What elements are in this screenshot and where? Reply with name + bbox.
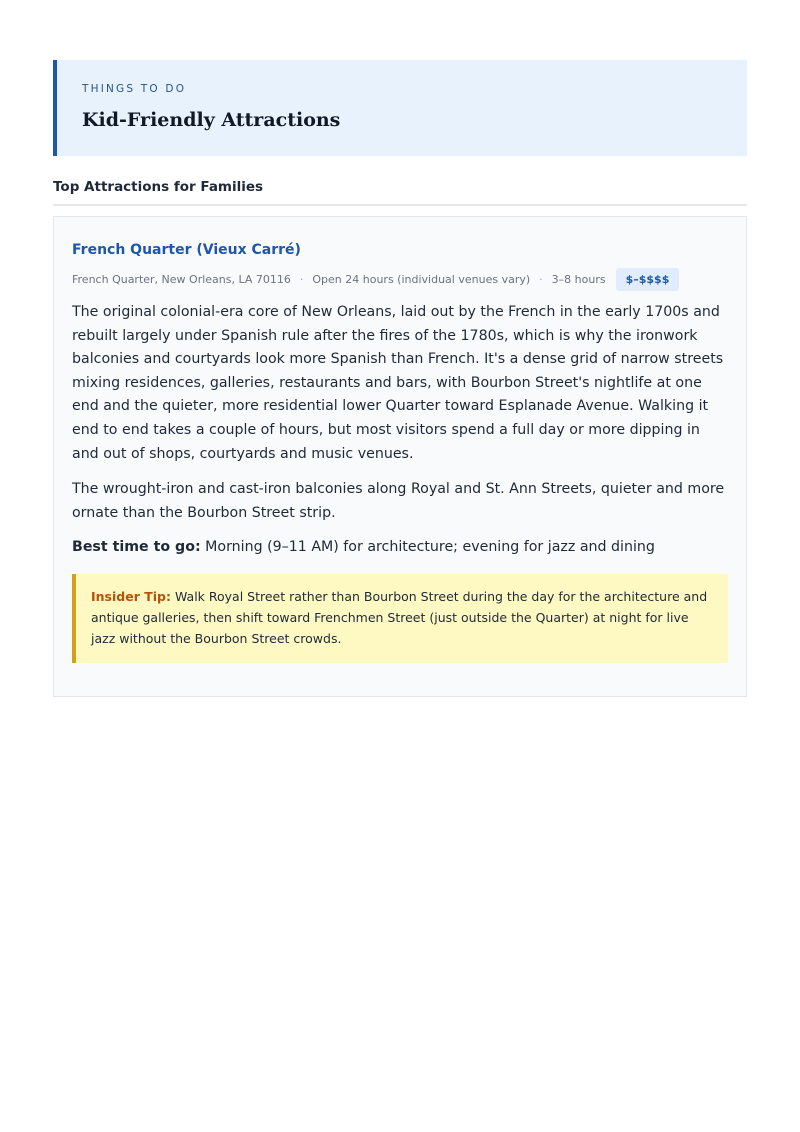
price-badge: $–$$$$ [616,268,680,291]
section-heading: Top Attractions for Families [53,178,747,206]
attraction-meta [72,268,728,291]
insider-tip-label: Insider Tip: [91,588,171,604]
attraction-address: French Quarter, New Orleans, LA 70116 [72,273,291,286]
page-title: Kid-Friendly Attractions [82,109,341,131]
attraction-body [72,301,728,560]
attraction-card [53,216,747,697]
attraction-hours: Open 24 hours (individual venues vary) [312,273,531,286]
best-time-value: Morning (9–11 AM) for architecture; evening for jazz and dining [205,539,655,556]
attraction-highlight: The wrought-iron and cast-iron balconies along Royal and St. Ann Streets, quieter and more ornate than the Bourbon Street strip. [72,481,725,521]
meta-separator: · [539,273,543,286]
insider-tip-text: Walk Royal Street rather than Bourbon Street during the day for the architecture and antique galleries, then shift toward Frenchmen Street (just outside the Quarter) at night for live jazz without the Bourbon Street crowds. [91,588,708,646]
best-time [72,536,728,560]
best-time-label: Best time to go: [72,539,201,556]
section-eyebrow: THINGS TO DO [82,83,187,95]
attraction-description: The original colonial-era core of New Orleans, laid out by the French in the early 1700s and rebuilt largely under Spanish rule after the fires of the 1780s, which is why the ironwork balconies and courtyards look more Spanish than French. It's a dense grid of narrow streets mixing residences, galleries, restaurants and bars, with Bourbon Street's nightlife at one end and the quieter, more residential lower Quarter toward Esplanade Avenue. Walking it end to end takes a couple of hours, but most visitors spend a full day or more dipping in and out of shops, courtyards and music venues. [72,304,724,462]
page-header [53,60,747,156]
attraction-title-link[interactable]: French Quarter (Vieux Carré) [72,242,301,258]
attraction-duration: 3–8 hours [551,273,606,286]
insider-tip-callout [72,574,728,663]
meta-separator: · [299,273,304,286]
